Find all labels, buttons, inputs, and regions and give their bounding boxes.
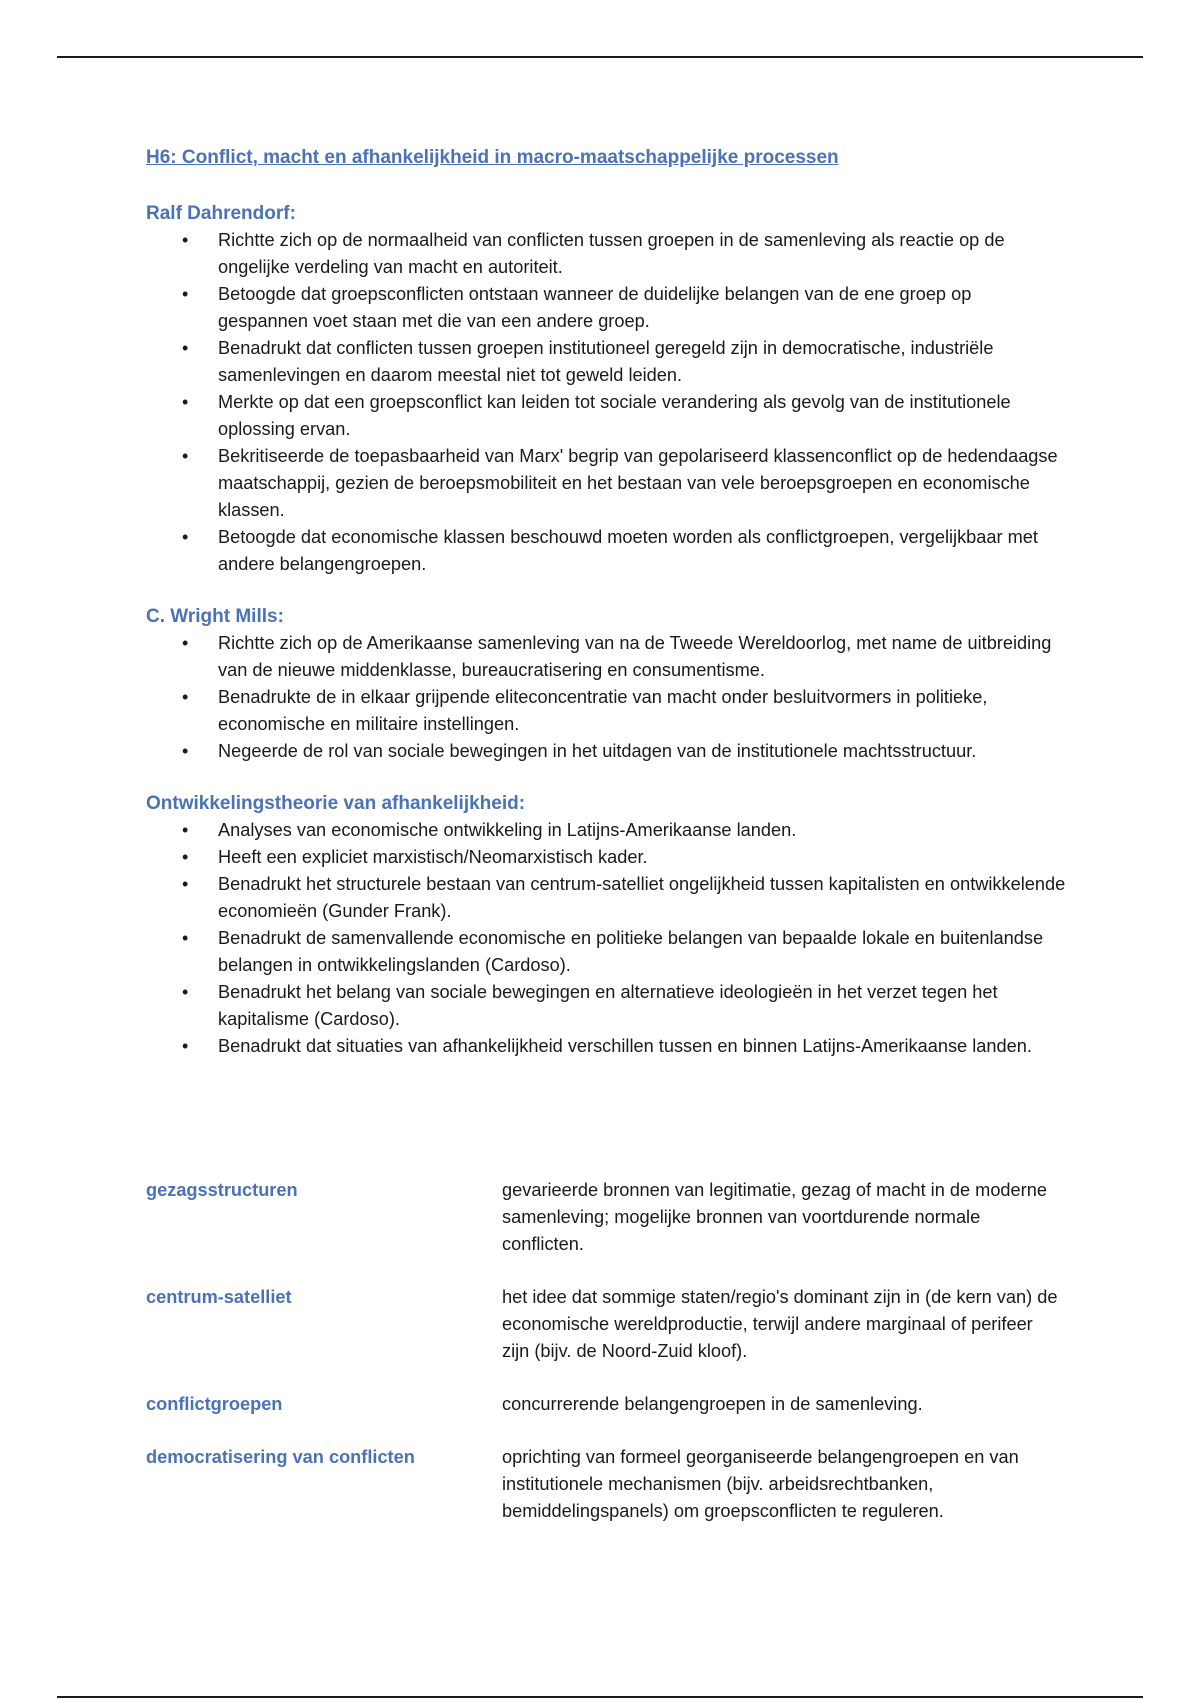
list-item: • Benadrukt dat situaties van afhankelijkheid verschillen tussen en binnen Latijns-Amerikaanse landen.: [146, 1033, 1066, 1060]
glossary-term: centrum-satelliet: [146, 1287, 292, 1307]
glossary-row: [146, 1444, 1066, 1525]
bullet-icon: •: [182, 392, 189, 412]
list-item: • Benadrukt de samenvallende economische en politieke belangen van bepaalde lokale en buitenlandse belangen in ontwikkelingslanden (Cardoso).: [146, 925, 1066, 979]
list-item: • Benadrukt het belang van sociale bewegingen en alternatieve ideologieën in het verzet tegen het kapitalisme (Cardoso).: [146, 979, 1066, 1033]
top-rule: [57, 56, 1143, 58]
bullet-list-dependency-theory: [146, 817, 1066, 1060]
bullet-icon: •: [182, 847, 189, 867]
list-item: • Betoogde dat economische klassen beschouwd moeten worden als conflictgroepen, vergelijkbaar met andere belangengroepen.: [146, 524, 1066, 578]
section-heading-mills: C. Wright Mills:: [146, 606, 284, 627]
list-item: • Negeerde de rol van sociale bewegingen in het uitdagen van de institutionele machtsstructuur.: [146, 738, 1066, 765]
bullet-list-dahrendorf: [146, 227, 1066, 578]
bullet-icon: •: [182, 687, 189, 707]
section-heading-dependency-theory: Ontwikkelingstheorie van afhankelijkheid:: [146, 793, 526, 814]
bullet-icon: •: [182, 1036, 189, 1056]
bullet-icon: •: [182, 446, 189, 466]
glossary-row: [146, 1177, 1066, 1258]
glossary-row: [146, 1284, 1066, 1365]
glossary-term: democratisering van conflicten: [146, 1447, 415, 1467]
glossary-table: [146, 1177, 1066, 1551]
bottom-rule: [57, 1696, 1143, 1698]
bullet-icon: •: [182, 633, 189, 653]
bullet-icon: •: [182, 982, 189, 1002]
bullet-icon: •: [182, 527, 189, 547]
bullet-list-mills: [146, 630, 1066, 765]
glossary-term: conflictgroepen: [146, 1394, 283, 1414]
list-item: • Merkte op dat een groepsconflict kan leiden tot sociale verandering als gevolg van de institutionele oplossing ervan.: [146, 389, 1066, 443]
list-item: • Benadrukte de in elkaar grijpende eliteconcentratie van macht onder besluitvormers in politieke, economische en militaire instellingen.: [146, 684, 1066, 738]
glossary-definition: oprichting van formeel georganiseerde belangengroepen en van institutionele mechanismen (bijv. arbeidsrechtbanken, bemiddelingspanels) om groepsconflicten te reguleren.: [502, 1447, 1019, 1521]
bullet-icon: •: [182, 284, 189, 304]
bullet-icon: •: [182, 928, 189, 948]
glossary-definition: het idee dat sommige staten/regio's dominant zijn in (de kern van) de economische wereldproductie, terwijl andere marginaal of perifeer zijn (bijv. de Noord-Zuid kloof).: [502, 1287, 1058, 1361]
section-heading-dahrendorf: Ralf Dahrendorf:: [146, 203, 296, 224]
list-item: • Benadrukt het structurele bestaan van centrum-satelliet ongelijkheid tussen kapitalisten en ontwikkelende economieën (Gunder Frank).: [146, 871, 1066, 925]
document-body: [146, 145, 1066, 1086]
bullet-icon: •: [182, 230, 189, 250]
glossary-definition: concurrerende belangengroepen in de samenleving.: [502, 1394, 923, 1414]
list-item: • Benadrukt dat conflicten tussen groepen institutioneel geregeld zijn in democratische, industriële samenlevingen en daarom meestal niet tot geweld leiden.: [146, 335, 1066, 389]
bullet-icon: •: [182, 820, 189, 840]
list-item: • Betoogde dat groepsconflicten ontstaan wanneer de duidelijke belangen van de ene groep op gespannen voet staan met die van een andere groep.: [146, 281, 1066, 335]
bullet-icon: •: [182, 338, 189, 358]
list-item: • Richtte zich op de normaalheid van conflicten tussen groepen in de samenleving als reactie op de ongelijke verdeling van macht en autoriteit.: [146, 227, 1066, 281]
glossary-term: gezagsstructuren: [146, 1180, 298, 1200]
list-item: • Analyses van economische ontwikkeling in Latijns-Amerikaanse landen.: [146, 817, 1066, 844]
document-title: H6: Conflict, macht en afhankelijkheid in macro-maatschappelijke processen: [146, 147, 839, 168]
bullet-icon: •: [182, 741, 189, 761]
list-item: • Bekritiseerde de toepasbaarheid van Marx' begrip van gepolariseerd klassenconflict op de hedendaagse maatschappij, gezien de beroepsmobiliteit en het bestaan van vele beroepsgroepen en economische klassen.: [146, 443, 1066, 524]
bullet-icon: •: [182, 874, 189, 894]
list-item: • Heeft een expliciet marxistisch/Neomarxistisch kader.: [146, 844, 1066, 871]
glossary-definition: gevarieerde bronnen van legitimatie, gezag of macht in de moderne samenleving; mogelijke bronnen van voortdurende normale conflicten.: [502, 1180, 1047, 1254]
list-item: • Richtte zich op de Amerikaanse samenleving van na de Tweede Wereldoorlog, met name de uitbreiding van de nieuwe middenklasse, bureaucratisering en consumentisme.: [146, 630, 1066, 684]
glossary-row: [146, 1391, 1066, 1418]
